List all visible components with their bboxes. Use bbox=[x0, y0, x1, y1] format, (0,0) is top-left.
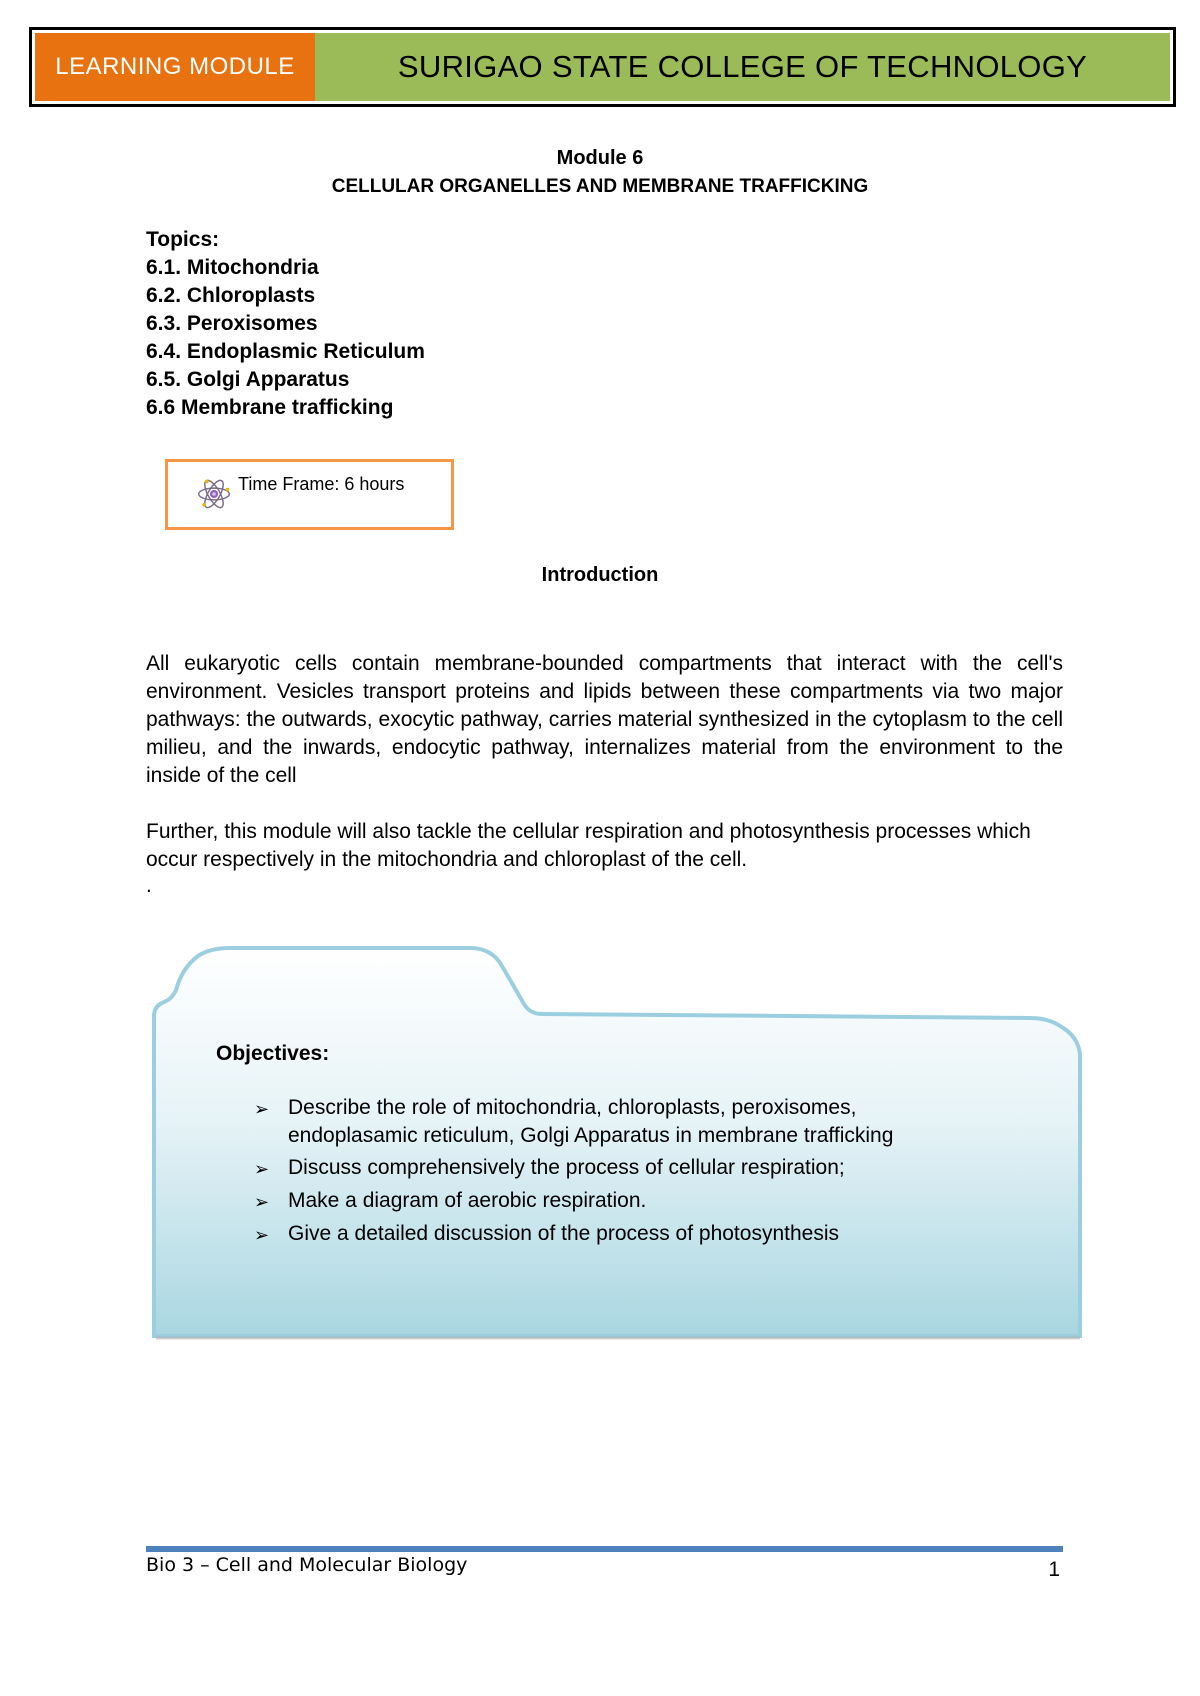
list-item bbox=[254, 1154, 893, 1183]
footer-course: Bio 3 – Cell and Molecular Biology bbox=[146, 1554, 468, 1576]
topic-item: 6.1. Mitochondria bbox=[146, 256, 319, 279]
footer-divider bbox=[146, 1546, 1063, 1552]
list-item bbox=[254, 1094, 893, 1150]
objective-text: Give a detailed discussion of the process of photosynthesis bbox=[288, 1222, 839, 1245]
introduction-paragraph: Further, this module will also tackle the cellular respiration and photosynthesis processes which occur respectively in the mitochondria and chloroplast of the cell. bbox=[146, 820, 1031, 871]
module-number: Module 6 bbox=[556, 147, 644, 169]
objectives-list bbox=[254, 1094, 893, 1253]
topic-item: 6.6 Membrane trafficking bbox=[146, 396, 394, 419]
arrow-bullet-icon: ➢ bbox=[254, 1225, 270, 1245]
objective-text-continuation: endoplasamic reticulum, Golgi Apparatus in membrane trafficking bbox=[288, 1124, 894, 1147]
atom-icon bbox=[196, 476, 232, 512]
objective-text: Discuss comprehensively the process of cellular respiration; bbox=[288, 1156, 845, 1179]
objective-text: Make a diagram of aerobic respiration. bbox=[288, 1189, 647, 1212]
introduction-heading: Introduction bbox=[541, 564, 659, 586]
time-frame-text: Time Frame: 6 hours bbox=[238, 474, 405, 494]
page-number: 1 bbox=[1048, 1558, 1060, 1581]
header-banner bbox=[29, 27, 1176, 107]
topic-item: 6.4. Endoplasmic Reticulum bbox=[146, 340, 425, 363]
list-item bbox=[254, 1187, 893, 1216]
time-frame-box bbox=[165, 459, 454, 530]
topics-heading: Topics: bbox=[146, 228, 220, 251]
college-name: SURIGAO STATE COLLEGE OF TECHNOLOGY bbox=[315, 33, 1170, 101]
arrow-bullet-icon: ➢ bbox=[254, 1192, 270, 1212]
trailing-dot: . bbox=[146, 874, 152, 897]
topic-item: 6.2. Chloroplasts bbox=[146, 284, 316, 307]
topics-section bbox=[146, 226, 425, 422]
module-title: CELLULAR ORGANELLES AND MEMBRANE TRAFFICKING bbox=[331, 176, 869, 197]
arrow-bullet-icon: ➢ bbox=[254, 1159, 270, 1179]
topic-item: 6.3. Peroxisomes bbox=[146, 312, 318, 335]
objective-text: Describe the role of mitochondria, chloroplasts, peroxisomes, bbox=[288, 1096, 857, 1119]
objectives-heading: Objectives: bbox=[216, 1042, 330, 1065]
introduction-paragraph: All eukaryotic cells contain membrane-bounded compartments that interact with the cell's environment. Vesicles transport proteins and lipids between these compartments via two major pathways: the outwards, exocytic pathway, carries material synthesized in the cytoplasm to the cell milieu, and the inwards, endocytic pathway, internalizes material from the environment to the inside of the cell bbox=[146, 652, 1063, 787]
topic-item: 6.5. Golgi Apparatus bbox=[146, 368, 350, 391]
learning-module-label: LEARNING MODULE bbox=[35, 33, 315, 101]
arrow-bullet-icon: ➢ bbox=[254, 1099, 270, 1119]
list-item bbox=[254, 1220, 893, 1249]
